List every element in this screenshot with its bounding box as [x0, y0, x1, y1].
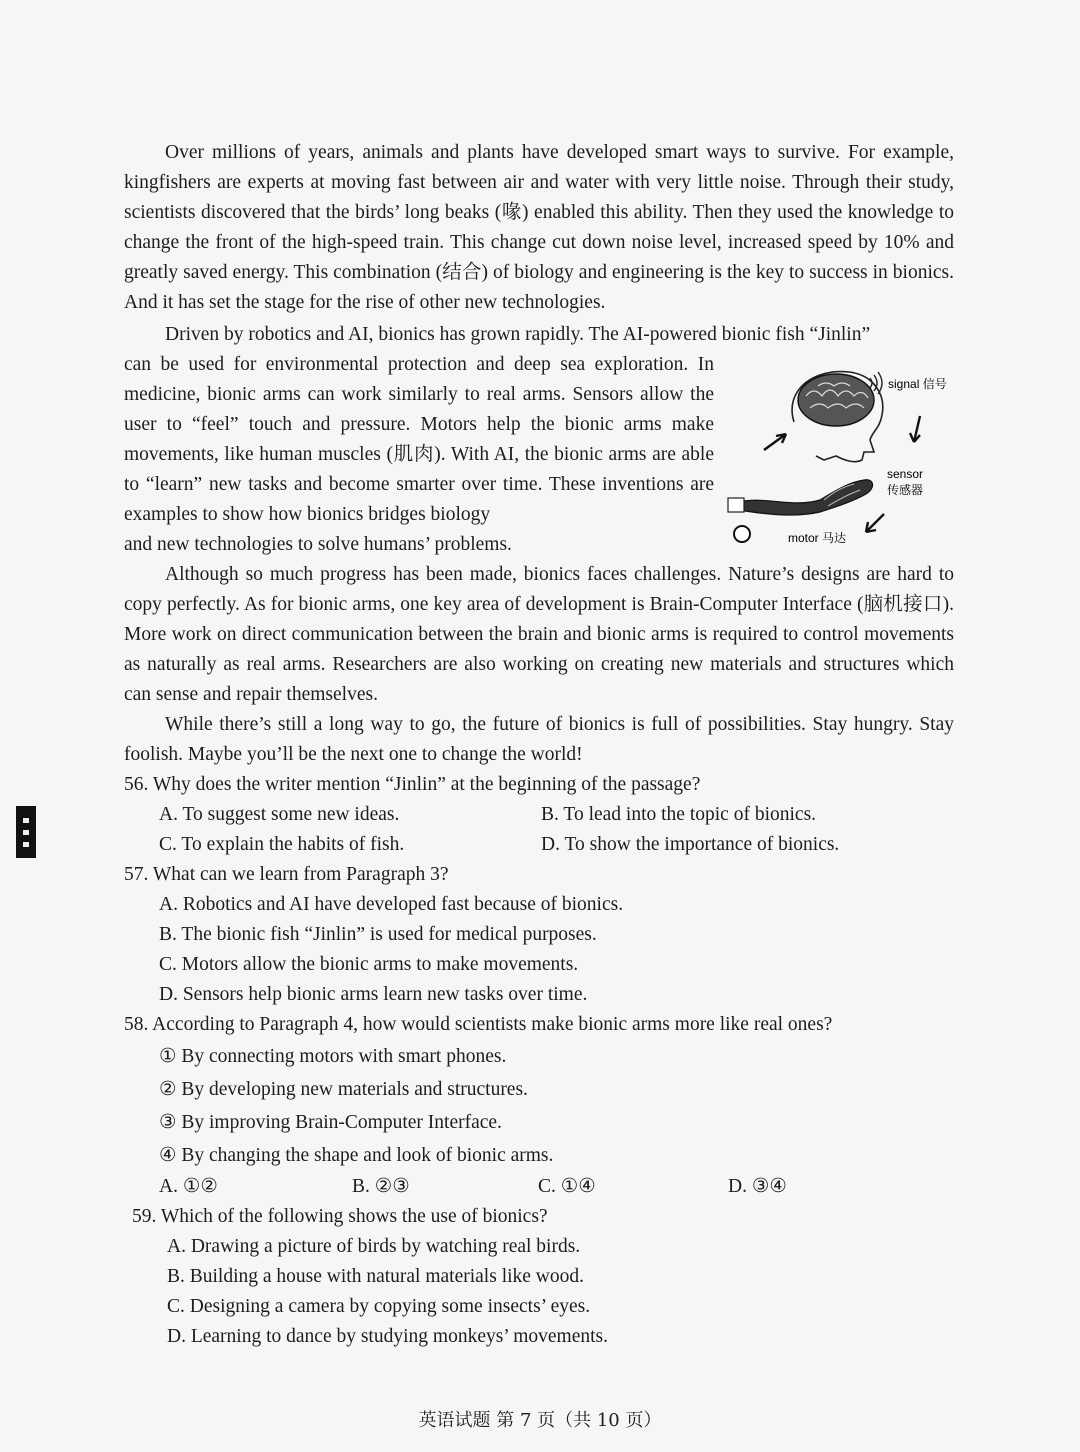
- binding-mark: [16, 806, 36, 858]
- page-footer: 英语试题 第 7 页（共 10 页）: [418, 1410, 662, 1431]
- paragraph-2-first-line: Driven by robotics and AI, bionics has grown rapidly. The AI-powered bionic fish “Jinlin”: [165, 324, 871, 345]
- bionic-arm-illustration: [724, 360, 959, 550]
- question-56-options-row-1: [124, 800, 954, 830]
- question-59-option-d: D. Learning to dance by studying monkeys’ movements.: [167, 1326, 609, 1347]
- question-58-item-1: ① By connecting motors with smart phones.: [159, 1046, 507, 1067]
- question-59-option-c: C. Designing a camera by copying some insects’ eyes.: [167, 1296, 591, 1317]
- motor-label: motor 马达: [788, 531, 847, 545]
- paragraph-4: While there’s still a long way to go, the future of bionics is full of possibilities. Stay hungry. Stay foolish. Maybe you’ll be the next one to change the world!: [124, 714, 954, 765]
- question-56-option-c: C. To explain the habits of fish.: [159, 834, 405, 855]
- passage-and-questions: [124, 138, 954, 1352]
- paragraph-3: Although so much progress has been made, bionics faces challenges. Nature’s designs are hard to copy perfectly. As for bionic arms, one key area of development is Brain-Computer Interface (脑机接口). More work on direct communication between the brain and bionic arms is required to control movements as naturally as real arms. Researchers are also working on creating new materials and structures which can sense and repair themselves.: [124, 564, 954, 705]
- question-57-option-c: C. Motors allow the bionic arms to make movements.: [159, 954, 579, 975]
- question-58-options: [124, 1172, 954, 1202]
- question-56: [124, 770, 954, 860]
- question-58-item-2: ② By developing new materials and structures.: [159, 1079, 528, 1100]
- question-58-stem: 58. According to Paragraph 4, how would scientists make bionic arms more like real ones?: [124, 1014, 833, 1035]
- signal-label: signal 信号: [888, 377, 947, 391]
- sensor-label-en: sensor: [887, 467, 924, 481]
- question-58-option-b: B. ②③: [352, 1176, 410, 1197]
- bionic-arm-diagram: [724, 360, 959, 550]
- question-56-option-b: B. To lead into the topic of bionics.: [541, 804, 817, 825]
- question-58-option-d: D. ③④: [728, 1176, 787, 1197]
- question-59-stem: 59. Which of the following shows the use of bionics?: [132, 1206, 548, 1227]
- hand-icon: [728, 498, 744, 512]
- question-59-option-a: A. Drawing a picture of birds by watching real birds.: [167, 1236, 581, 1257]
- question-57-stem: 57. What can we learn from Paragraph 3?: [124, 864, 449, 885]
- question-58-option-a: A. ①②: [159, 1176, 218, 1197]
- paragraph-2-body: can be used for environmental protection and deep sea exploration. In medicine, bionic arms can work similarly to real arms. Sensors allow the user to “feel” touch and pressure. Motors help the bionic arms make movements, like human muscles (肌肉). With AI, the bionic arms are able to “learn” new tasks and become smarter over time. These inventions are examples to show how bionics bridges biology: [124, 354, 714, 525]
- question-58-item-3: ③ By improving Brain-Computer Interface.: [159, 1112, 502, 1133]
- question-57-option-b: B. The bionic fish “Jinlin” is used for medical purposes.: [159, 924, 597, 945]
- question-57: [124, 860, 954, 1010]
- question-58-option-c: C. ①④: [538, 1176, 596, 1197]
- paragraph-1: Over millions of years, animals and plants have developed smart ways to survive. For example, kingfishers are experts at moving fast between air and water with very little noise. Through their study, scientists discovered that the birds’ long beaks (喙) enabled this ability. Then they used the knowledge to change the front of the high-speed train. This change cut down noise level, increased speed by 10% and greatly saved energy. This combination (结合) of biology and engineering is the key to success in bionics. And it has set the stage for the rise of other new technologies.: [124, 142, 954, 313]
- bionic-arm-icon: [738, 480, 873, 515]
- question-57-option-d: D. Sensors help bionic arms learn new tasks over time.: [159, 984, 588, 1005]
- ball-icon: [734, 526, 750, 542]
- question-59-option-b: B. Building a house with natural materials like wood.: [167, 1266, 585, 1287]
- brain-icon: [798, 374, 874, 426]
- sensor-label-cn: 传感器: [887, 483, 924, 497]
- question-56-options-row-2: [124, 830, 954, 860]
- paragraph-2-last-line: and new technologies to solve humans’ problems.: [124, 534, 512, 555]
- question-56-option-d: D. To show the importance of bionics.: [541, 834, 840, 855]
- question-59: [124, 1202, 954, 1352]
- question-58: [124, 1010, 954, 1202]
- question-58-item-4: ④ By changing the shape and look of bionic arms.: [159, 1145, 554, 1166]
- question-57-option-a: A. Robotics and AI have developed fast because of bionics.: [159, 894, 624, 915]
- question-56-stem: 56. Why does the writer mention “Jinlin” at the beginning of the passage?: [124, 774, 701, 795]
- question-56-option-a: A. To suggest some new ideas.: [159, 804, 400, 825]
